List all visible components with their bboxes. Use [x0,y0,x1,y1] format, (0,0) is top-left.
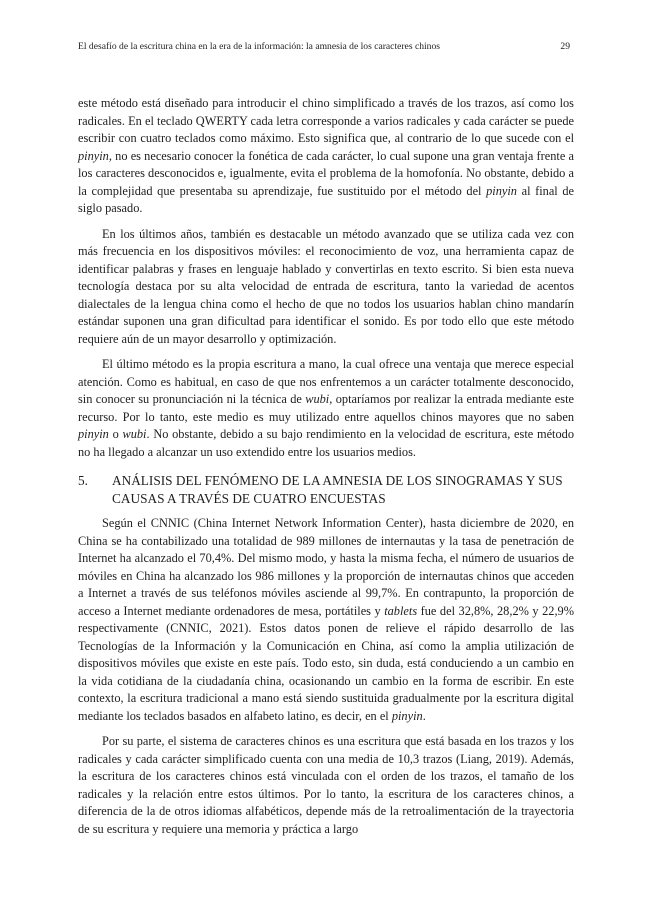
section-heading [78,472,574,507]
paragraph-stroke-writing: Por su parte, el sistema de caracteres chinos es una escritura que está basada en los trazos y los radicales y cada carácter simplificado cuenta con una media de 10,3 trazos (Liang, 2019). Además, la escritura de los caracteres chinos está vinculada con el orden de los trazos, el tamaño de los radicales y la relación entre estos últimos. Por lo tanto, la escritura de los caracteres chinos, a diferencia de la de otros idiomas alfabéticos, depende más de la retroalimentación de la trayectoria de su escritura y requiere una memoria y práctica a largo [78,734,574,836]
paragraph-wubi-method: este método está diseñado para introducir el chino simplificado a través de los trazos, así como los radicales. En el teclado QWERTY cada letra corresponde a varios radicales y cada carácter se puede escribir con cuatro teclados como máximo. Esto significa que, al contrario de lo que sucede con el pinyin, no es necesario conocer la fonética de cada carácter, lo cual supone una gran ventaja frente a los caracteres desconocidos e, igualmente, evita el problema de la homofonía. No obstante, debido a la complejidad que presentaba su aprendizaje, fue sustituido por el método del pinyin al final de siglo pasado. [78,96,574,215]
running-title: El desafío de la escritura china en la era de la información: la amnesia de los caracteres chinos [78,41,440,52]
emphasis-wubi: wubi [305,392,330,406]
emphasis-pinyin: pinyin [78,427,109,441]
section-number: 5. [78,473,88,488]
paragraph-cnnic-statistics: Según el CNNIC (China Internet Network Information Center), hasta diciembre de 2020, en China se ha contabilizado una totalidad de 989 millones de internautas y la tasa de penetración de Internet ha alcanzado el 70,4%. Del mismo modo, y hasta la misma fecha, el número de usuarios de móviles en China ha alcanzado los 986 millones y la proporción de internautas chinos que acceden a Internet a través de sus teléfonos móviles asciende al 99,7%. En contrapunto, la proporción de acceso a Internet mediante ordenadores de mesa, portátiles y tablets fue del 32,8%, 28,2% y 22,9% respectivamente (CNNIC, 2021). Estos datos ponen de relieve el rápido desarrollo de las Tecnologías de la Información y la Comunicación en China, así como la amplia utilización de dispositivos móviles que existe en este país. Todo esto, sin duda, está conduciendo a un cambio en la vida cotidiana de la ciudadanía china, ocasionando un cambio en la forma de escribir. En este contexto, la escritura tradicional a mano está siendo sustituida gradualmente por la escritura digital mediante los teclados basados en alfabeto latino, es decir, en el pinyin. [78,516,574,723]
section-title: ANÁLISIS DEL FENÓMENO DE LA AMNESIA DE LOS SINOGRAMAS Y SUS CAUSAS A TRAVÉS DE CUATRO ENCUESTAS [112,473,563,506]
emphasis-pinyin: pinyin [486,183,517,198]
paragraph-voice-recognition: En los últimos años, también es destacable un método avanzado que se utiliza cada vez con más frecuencia en los dispositivos móviles: el reconocimiento de voz, una herramienta capaz de identificar palabras y frases en lenguaje hablado y convertirlas en texto escrito. Si bien esta nueva tecnología destaca por su alta velocidad de entrada de escritura, tanto la variedad de acentos dialectales de la lengua china como el hecho de que no todos los usuarios hablan chino mandarín estándar suponen una gran dificultad para identificar el sonido. Es por todo ello que este método requiere aún de un mayor desarrollo y optimización. [78,226,574,346]
emphasis-tablets: tablets [384,603,418,618]
emphasis-pinyin: pinyin [78,148,109,163]
page-body [78,95,574,838]
paragraph-handwriting: El último método es la propia escritura a mano, la cual ofrece una ventaja que merece especial atención. Como es habitual, en caso de que nos enfrentemos a un carácter totalmente desconocido, sin conocer su pronunciación ni la técnica de wubi, optaríamos por realizar la entrada mediante este recurso. Por lo tanto, este medio es muy utilizado entre aquellos chinos mayores que no saben pinyin o wubi. No obstante, debido a su bajo rendimiento en la velocidad de escritura, este método no ha llegado a alcanzar un uso extendido entre los usuarios medios. [78,357,574,459]
page-number: 29 [560,41,570,52]
emphasis-wubi: wubi [122,427,147,441]
emphasis-pinyin: pinyin [391,708,423,723]
